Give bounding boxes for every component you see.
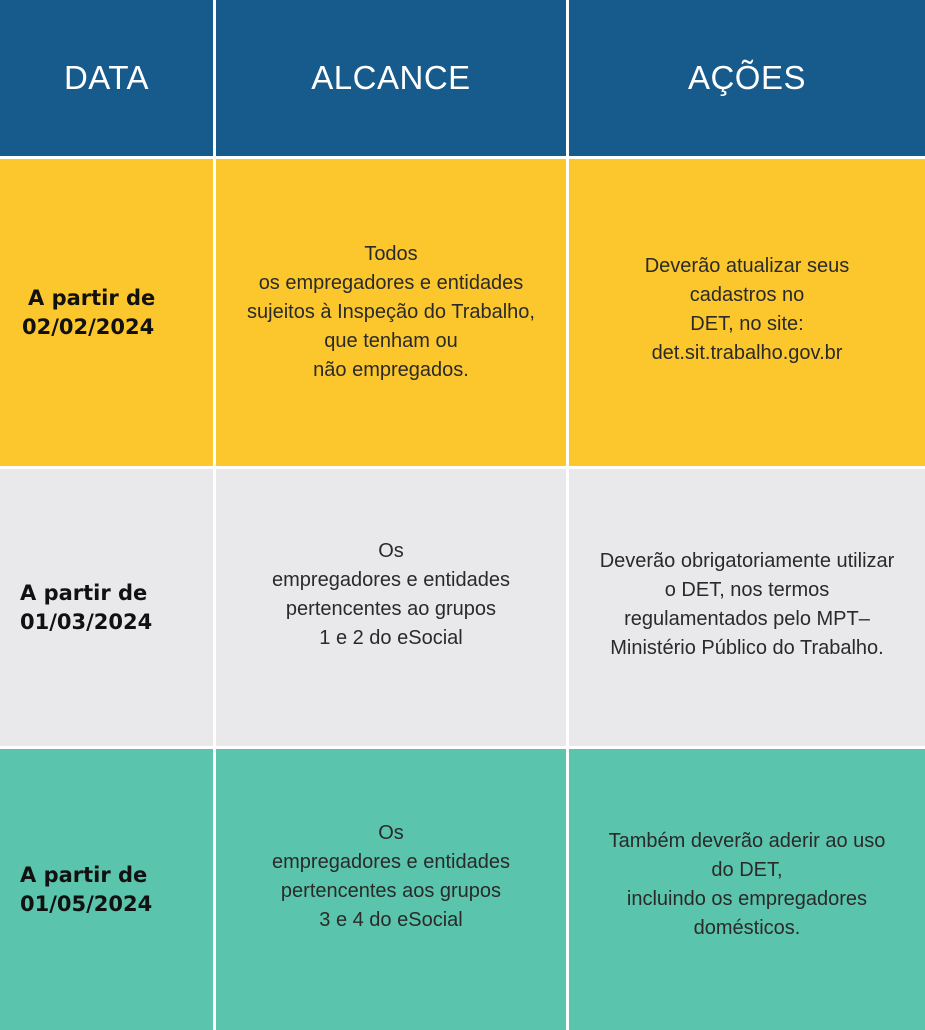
row2-reach-line: Os: [378, 539, 404, 562]
header-date-label: DATA: [63, 59, 150, 96]
row1-action-line: det.sit.trabalho.gov.br: [651, 341, 843, 364]
row1-action-line: DET, no site:: [690, 312, 804, 335]
row2-date-line2: 01/03/2024: [20, 609, 153, 634]
header-actions: [569, 0, 925, 156]
row3-date: [0, 749, 213, 1030]
row2-action-line: Ministério Público do Trabalho.: [610, 636, 884, 659]
row2-reach-line: empregadores e entidades: [272, 568, 510, 591]
row3-action-line: incluindo os empregadores: [626, 887, 868, 910]
row1-date-line1: A partir de: [28, 285, 156, 310]
header-reach-label: ALCANCE: [311, 59, 471, 96]
row1-reach-line: Todos: [364, 243, 418, 265]
row2-action-line: Deverão obrigatoriamente utilizar: [599, 549, 895, 572]
row2-actions: [569, 469, 925, 746]
row3-actions: [569, 749, 925, 1030]
row1-reach-line: sujeitos à Inspeção do Trabalho,: [247, 301, 535, 323]
row2-action-line: o DET, nos termos: [664, 578, 830, 601]
row2-date-line1: A partir de: [20, 580, 148, 605]
row1-reach-line: que tenham ou: [324, 330, 458, 352]
row1-action-line: Deverão atualizar seus: [644, 254, 850, 277]
row1-reach-line: os empregadores e entidades: [258, 272, 524, 294]
row3-action-line: Também deverão aderir ao uso: [608, 829, 886, 852]
header-actions-label: AÇÕES: [687, 59, 807, 96]
row3-reach-line: 3 e 4 do eSocial: [319, 908, 463, 931]
row2-date: [0, 469, 213, 746]
row3-reach: [216, 749, 566, 1030]
row1-date: [0, 159, 213, 466]
row2-reach: [216, 469, 566, 746]
row2-reach-line: pertencentes ao grupos: [285, 597, 497, 620]
row1-date-line2: 02/02/2024: [22, 314, 155, 339]
header-reach: [216, 0, 566, 156]
row3-reach-line: empregadores e entidades: [272, 850, 510, 873]
row2-action-line: regulamentados pelo MPT–: [624, 607, 870, 630]
header-date: [0, 0, 213, 156]
row1-actions: [569, 159, 925, 466]
row3-date-line1: A partir de: [20, 862, 148, 887]
row3-date-line2: 01/05/2024: [20, 891, 153, 916]
row3-reach-line: pertencentes aos grupos: [280, 879, 502, 902]
row2-reach-line: 1 e 2 do eSocial: [319, 626, 463, 649]
row3-reach-line: Os: [378, 821, 404, 844]
row3-action-line: do DET,: [711, 858, 783, 881]
row1-action-line: cadastros no: [689, 283, 805, 306]
row1-reach: [216, 159, 566, 466]
row1-reach-line: não empregados.: [313, 359, 469, 381]
row3-action-line: domésticos.: [693, 916, 801, 939]
